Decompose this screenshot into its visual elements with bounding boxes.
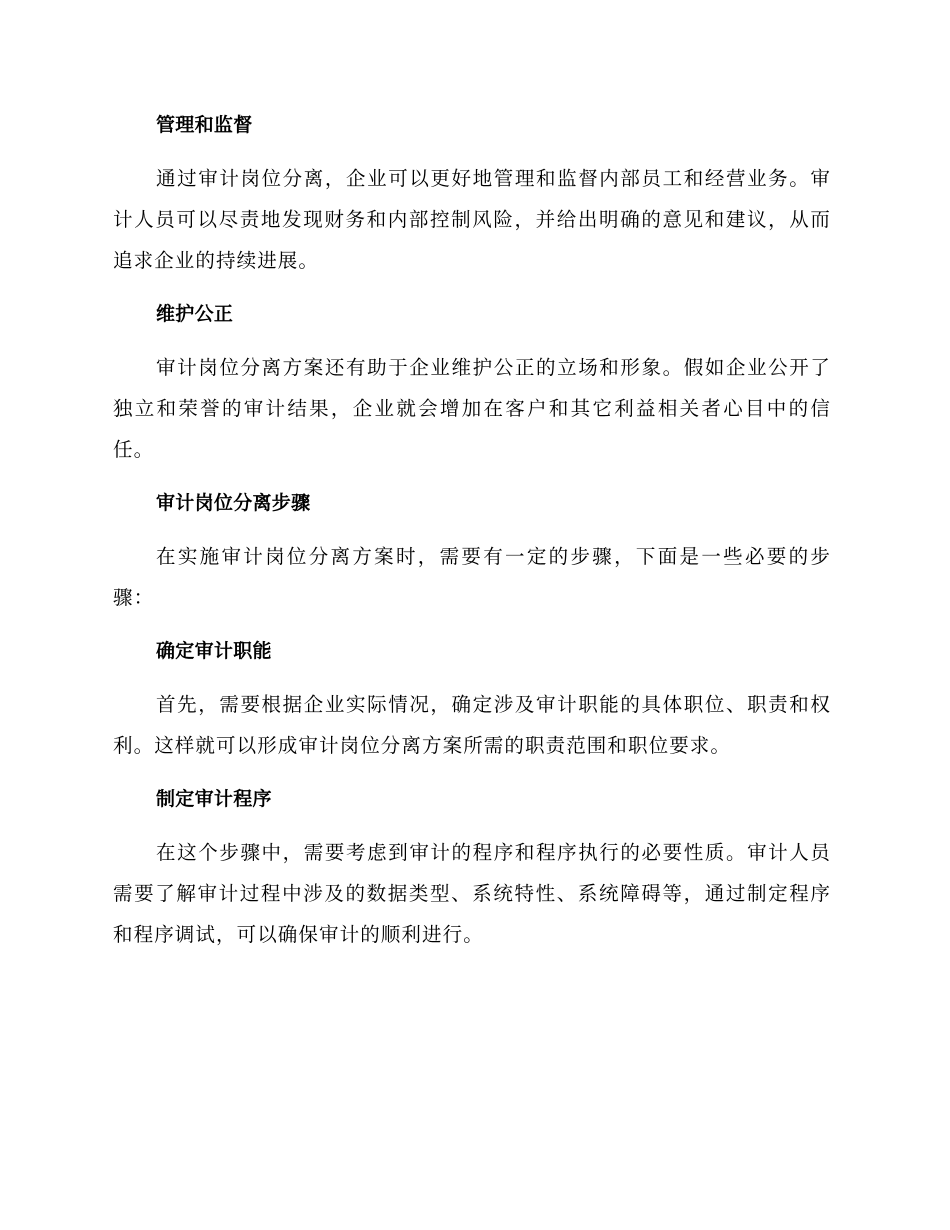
paragraph-define-functions: 首先，需要根据企业实际情况，确定涉及审计职能的具体职位、职责和权利。这样就可以形成审计岗位分离方案所需的职责范围和职位要求。: [113, 693, 831, 757]
section-title-define-functions: 确定审计职能: [156, 640, 272, 662]
paragraph-audit-procedure: 在这个步骤中，需要考虑到审计的程序和程序执行的必要性质。审计人员需要了解审计过程中涉及的数据类型、系统特性、系统障碍等，通过制定程序和程序调试，可以确保审计的顺利进行。: [113, 841, 831, 946]
section-title-steps: 审计岗位分离步骤: [156, 492, 311, 514]
section-title-management: 管理和监督: [156, 114, 253, 136]
section-title-fairness: 维护公正: [156, 303, 234, 325]
paragraph-management: 通过审计岗位分离，企业可以更好地管理和监督内部员工和经营业务。审计人员可以尽责地发现财务和内部控制风险，并给出明确的意见和建议，从而追求企业的持续进展。: [113, 167, 831, 272]
paragraph-fairness: 审计岗位分离方案还有助于企业维护公正的立场和形象。假如企业公开了独立和荣誉的审计结果，企业就会增加在客户和其它利益相关者心目中的信任。: [113, 356, 831, 461]
section-title-audit-procedure: 制定审计程序: [156, 788, 272, 810]
document-page: [113, 108, 831, 955]
paragraph-steps: 在实施审计岗位分离方案时，需要有一定的步骤，下面是一些必要的步骤：: [113, 545, 831, 609]
